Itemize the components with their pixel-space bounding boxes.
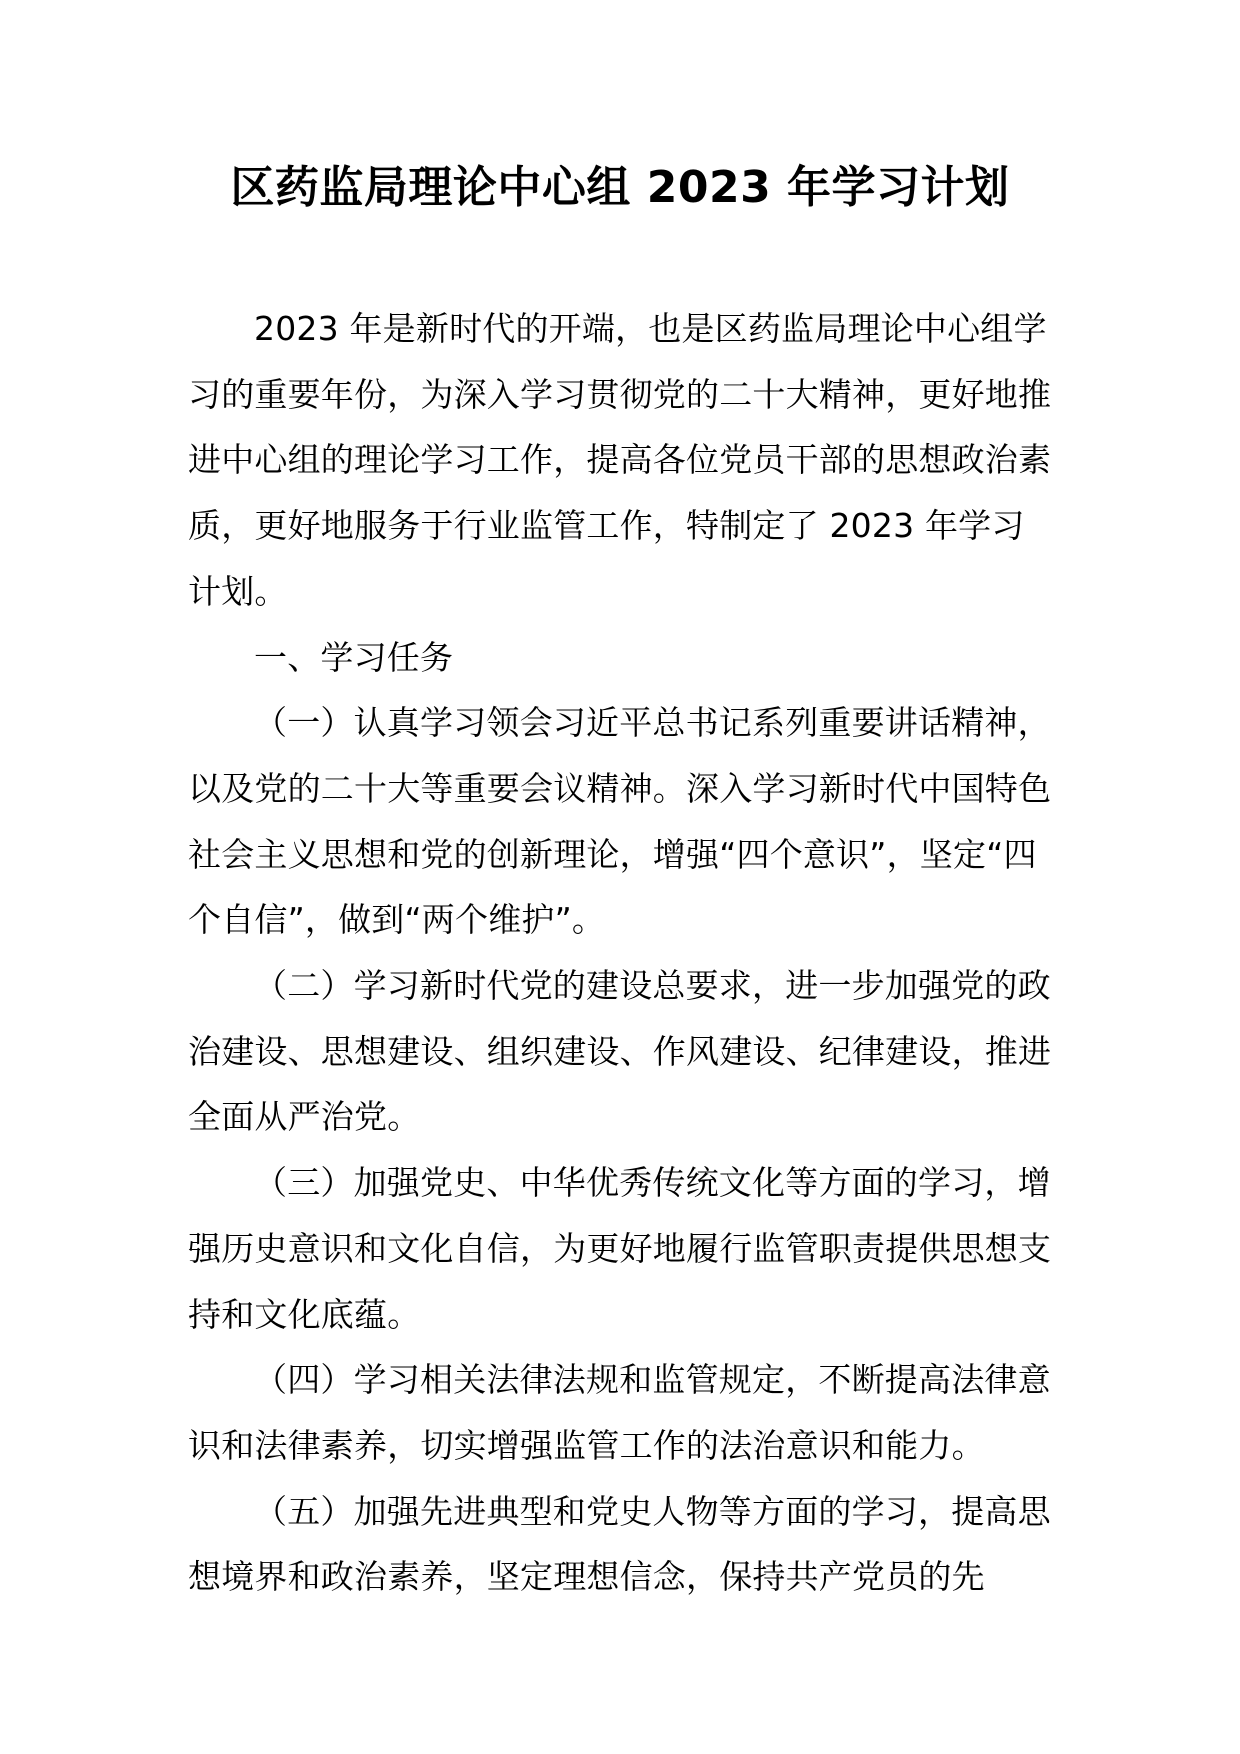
paragraph-task-2: （二）学习新时代党的建设总要求，进一步加强党的政治建设、思想建设、组织建设、作风建设、纪律建设，推进全面从严治党。: [188, 966, 1052, 1137]
paragraph-task-4: （四）学习相关法律法规和监管规定，不断提高法律意识和法律素养，切实增强监管工作的法治意识和能力。: [188, 1360, 1051, 1465]
document-title: 区药监局理论中心组 2023 年学习计划: [230, 162, 1010, 213]
paragraph-task-3: （三）加强党史、中华优秀传统文化等方面的学习，增强历史意识和文化自信，为更好地履行监管职责提供思想支持和文化底蕴。: [188, 1163, 1052, 1334]
document-body: [188, 296, 1056, 1610]
paragraph-intro: 2023 年是新时代的开端，也是区药监局理论中心组学习的重要年份，为深入学习贯彻党的二十大精神，更好地推进中心组的理论学习工作，提高各位党员干部的思想政治素质，更好地服务于行业监管工作，特制定了 2023 年学习计划。: [188, 309, 1052, 611]
paragraph-task-1: （一）认真学习领会习近平总书记系列重要讲话精神，以及党的二十大等重要会议精神。深入学习新时代中国特色社会主义思想和党的创新理论，增强“四个意识”，坚定“四个自信”，做到“两个维护”。: [188, 703, 1052, 940]
section-heading-learning-tasks: 一、学习任务: [254, 637, 454, 677]
paragraph-task-5: （五）加强先进典型和党史人物等方面的学习，提高思想境界和政治素养，坚定理想信念，保持共产党员的先: [188, 1491, 1051, 1597]
